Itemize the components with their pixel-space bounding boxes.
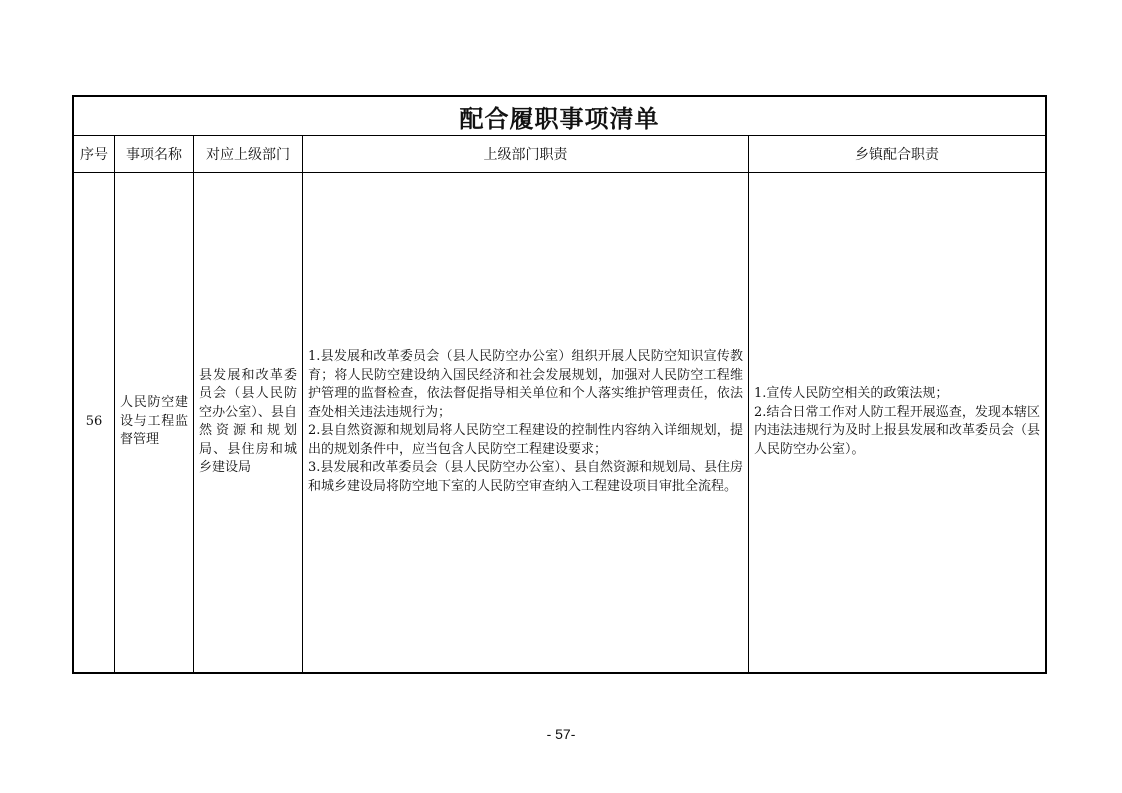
town-duty-item: 2.结合日常工作对人防工程开展巡查，发现本辖区内违法违规行为及时上报县发展和改革委员会（县人民防空办公室）。 bbox=[754, 404, 1041, 457]
dept-duty-item: 2.县自然资源和规划局将人民防空工程建设的控制性内容纳入详细规划，提出的规划条件中，应当包含人民防空工程建设要求； bbox=[308, 423, 743, 457]
table-title: 配合履职事项清单 bbox=[74, 97, 1045, 136]
header-dept: 对应上级部门 bbox=[194, 135, 303, 172]
header-row bbox=[74, 135, 1045, 173]
row-item-name-text: 人民防空建设与工程监督管理 bbox=[120, 395, 188, 448]
row-dept bbox=[194, 172, 303, 672]
row-item-name bbox=[115, 172, 194, 672]
header-item-name: 事项名称 bbox=[115, 135, 194, 172]
row-town-duties bbox=[749, 172, 1045, 672]
table-row bbox=[74, 172, 1045, 672]
town-duty-item: 1.宣传人民防空相关的政策法规； bbox=[754, 386, 949, 401]
town-duties-list bbox=[749, 385, 1045, 459]
row-no-text: 56 bbox=[85, 413, 103, 429]
page-number: - 57- bbox=[546, 726, 576, 742]
row-no bbox=[74, 172, 115, 672]
row-dept-duties bbox=[303, 172, 749, 672]
dept-duties-list bbox=[303, 348, 748, 496]
header-town-duties: 乡镇配合职责 bbox=[855, 146, 939, 163]
duty-table bbox=[72, 95, 1047, 674]
dept-duty-item: 1.县发展和改革委员会（县人民防空办公室）组织开展人民防空知识宣传教育；将人民防空建设纳入国民经济和社会发展规划，加强对人民防空工程维护管理的监督检查，依法督促指导相关单位和个人落实维护管理责任，依法查处相关违法违规行为； bbox=[308, 349, 743, 420]
header-no: 序号 bbox=[74, 135, 115, 172]
header-dept-duties: 上级部门职责 bbox=[303, 135, 749, 172]
dept-duty-item: 3.县发展和改革委员会（县人民防空办公室）、县自然资源和规划局、县住房和城乡建设局将防空地下室的人民防空审查纳入工程建设项目审批全流程。 bbox=[308, 460, 743, 494]
row-dept-text: 县发展和改革委员会（县人民防空办公室）、县自然资源和规划局、县住房和城乡建设局 bbox=[199, 367, 297, 475]
